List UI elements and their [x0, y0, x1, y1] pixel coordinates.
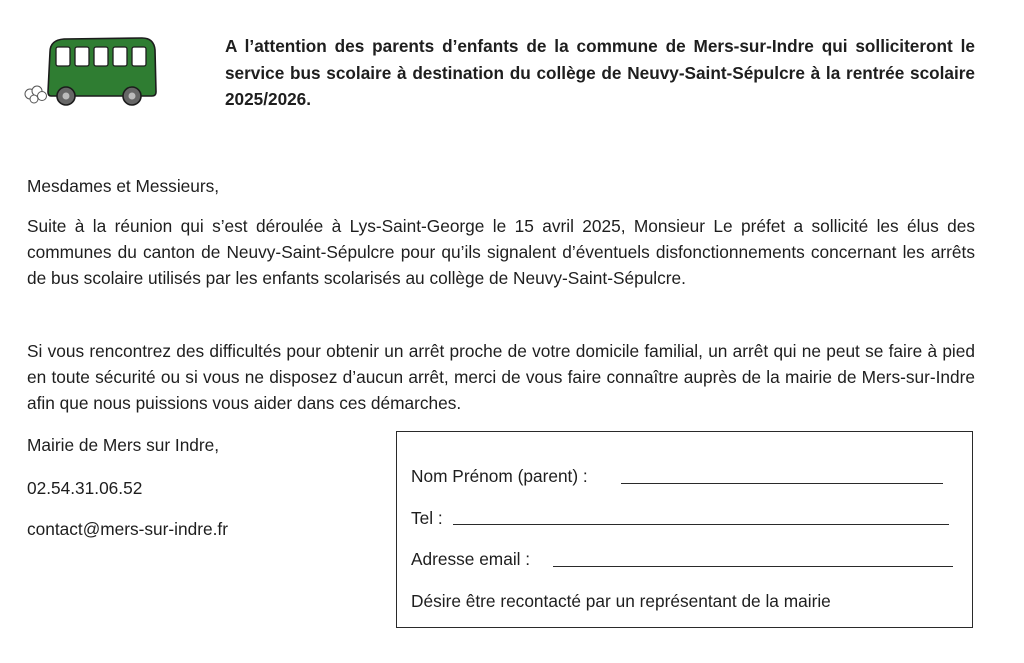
email-field-line[interactable]: [553, 566, 953, 567]
email-field-label: Adresse email :: [411, 549, 531, 569]
letter-greeting: Mesdames et Messieurs,: [27, 176, 220, 196]
tel-field-label: Tel :: [411, 508, 443, 528]
response-form: [396, 431, 973, 628]
bus-windows: [56, 47, 146, 66]
exhaust-smoke: [25, 86, 47, 103]
notice-heading: A l’attention des parents d’enfants de la commune de Mers-sur-Indre qui solliciteront le service bus scolaire à destination du collège de Neuvy-Saint-Sépulcre à la rentrée scolaire 2025/2026.: [225, 36, 975, 109]
contact-request-text: Désire être recontacté par un représentant de la mairie: [411, 591, 831, 611]
contact-email: contact@mers-sur-indre.fr: [27, 519, 228, 539]
contact-phone: 02.54.31.06.52: [27, 478, 143, 498]
letter-paragraph-2: Si vous rencontrez des difficultés pour obtenir un arrêt proche de votre domicile familial, un arrêt qui ne peut se faire à pied en toute sécurité ou si vous ne disposez d’aucun arrêt, merci de vous faire connaître auprès de la mairie de Mers-sur-Indre afin que nous puissions vous aider dans ces démarches.: [27, 341, 975, 414]
name-field-line[interactable]: [621, 483, 943, 484]
name-field-label: Nom Prénom (parent) :: [411, 466, 588, 486]
bus-icon: [20, 30, 160, 110]
letter-paragraph-1: Suite à la réunion qui s’est déroulée à Lys-Saint-George le 15 avril 2025, Monsieur Le préfet a sollicité les élus des communes du canton de Neuvy-Saint-Sépulcre pour qu’ils signalent d’éventuels disfonctionnements concernant les arrêts de bus scolaire utilisés par les enfants scolarisés au collège de Neuvy-Saint-Sépulcre.: [27, 216, 975, 289]
tel-field-line[interactable]: [453, 524, 949, 525]
contact-name: Mairie de Mers sur Indre,: [27, 435, 220, 455]
